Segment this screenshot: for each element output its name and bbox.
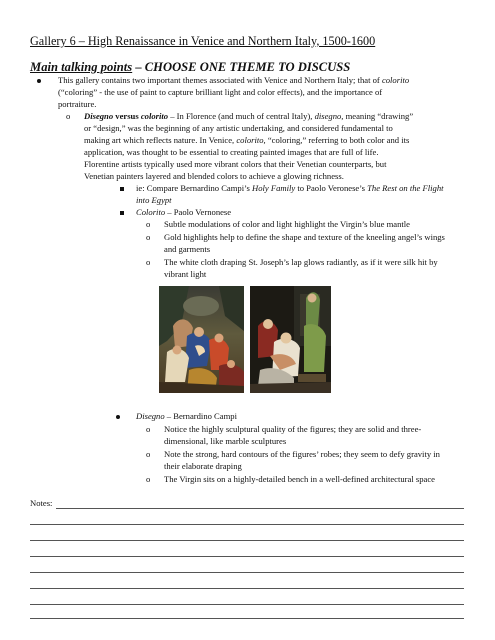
bullet-o: o	[66, 111, 71, 121]
notes-line[interactable]	[30, 618, 464, 619]
disegno-point-1: Notice the highly sculptural quality of the figures; they are solid and three-	[164, 424, 422, 434]
disegno-heading: Disegno – Bernardino Campi	[136, 411, 237, 421]
bullet-o: o	[146, 232, 151, 242]
bullet-o: o	[146, 424, 151, 434]
colorito-point-3-cont: vibrant light	[164, 269, 207, 279]
painting-veronese-image	[159, 286, 244, 393]
heading-main: Main talking points	[30, 60, 133, 74]
notes-line[interactable]	[30, 572, 464, 573]
bullet-square	[120, 211, 124, 215]
disegno-line-2: or “design,” was the beginning of any artistic undertaking, and considered fundamental to	[84, 123, 393, 133]
bullet-o: o	[146, 449, 151, 459]
bullet-dot	[37, 79, 41, 83]
bullet-dot	[116, 415, 120, 419]
notes-line[interactable]	[30, 524, 464, 525]
notes-line[interactable]	[30, 540, 464, 541]
bullet-o: o	[146, 474, 151, 484]
heading-sub: – CHOOSE ONE THEME TO DISCUSS	[132, 60, 351, 74]
notes-line[interactable]	[30, 556, 464, 557]
compare-line-1: ie: Compare Bernardino Campi’s Holy Family to Paolo Veronese’s The Rest on the Flight	[136, 183, 444, 193]
disegno-line-6: Venetian painters layered and blended colors to achieve a glowing richness.	[84, 171, 344, 181]
disegno-point-2-cont: their elaborate draping	[164, 461, 242, 471]
disegno-point-1-cont: dimensional, like marble sculptures	[164, 436, 287, 446]
disegno-line-5: Florentine artists typically used more vibrant colors that their Venetian counterparts, but	[84, 159, 387, 169]
painting-campi-image	[250, 286, 331, 393]
bullet-o: o	[146, 257, 151, 267]
notes-label: Notes:	[30, 498, 53, 508]
intro-line-2: (“coloring” - the use of paint to capture brilliant light and color effects), and the importance of	[58, 87, 383, 97]
notes-line[interactable]	[30, 604, 464, 605]
intro-line-1: This gallery contains two important themes associated with Venice and Northern Italy; that of colorito	[58, 75, 410, 85]
notes-line[interactable]	[30, 588, 464, 589]
compare-line-2: into Egypt	[136, 195, 172, 205]
disegno-line-4: application, was thought to be essential to creating painted images that are full of life.	[84, 147, 379, 157]
bullet-square	[120, 187, 124, 191]
section-heading	[30, 60, 470, 75]
disegno-point-3: The Virgin sits on a highly-detailed bench in a well-defined architectural space	[164, 474, 435, 484]
disegno-line-1: Disegno versus colorito – In Florence (and much of central Italy), disegno, meaning “drawing”	[84, 111, 414, 121]
disegno-line-3: making art which reflects nature. In Venice, colorito, “coloring,” referring to both color and its	[84, 135, 410, 145]
colorito-heading: Colorito – Paolo Vernonese	[136, 207, 232, 217]
notes-line[interactable]	[56, 508, 464, 509]
painting-campi-holy-family	[250, 286, 331, 393]
bullet-o: o	[146, 219, 151, 229]
disegno-point-2: Note the strong, hard contours of the figures’ robes; they seem to defy gravity in	[164, 449, 440, 459]
painting-veronese-rest-on-flight	[159, 286, 244, 393]
colorito-point-2: Gold highlights help to define the shape and texture of the kneeling angel’s wings	[164, 232, 445, 242]
colorito-point-2-cont: and garments	[164, 244, 211, 254]
colorito-point-1: Subtle modulations of color and light highlight the Virgin’s blue mantle	[164, 219, 410, 229]
intro-line-3: portraiture.	[58, 99, 97, 109]
page-title: Gallery 6 – High Renaissance in Venice and Northern Italy, 1500-1600	[30, 34, 376, 48]
colorito-point-3: The white cloth draping St. Joseph’s lap glows radiantly, as if it were silk hit by	[164, 257, 438, 267]
